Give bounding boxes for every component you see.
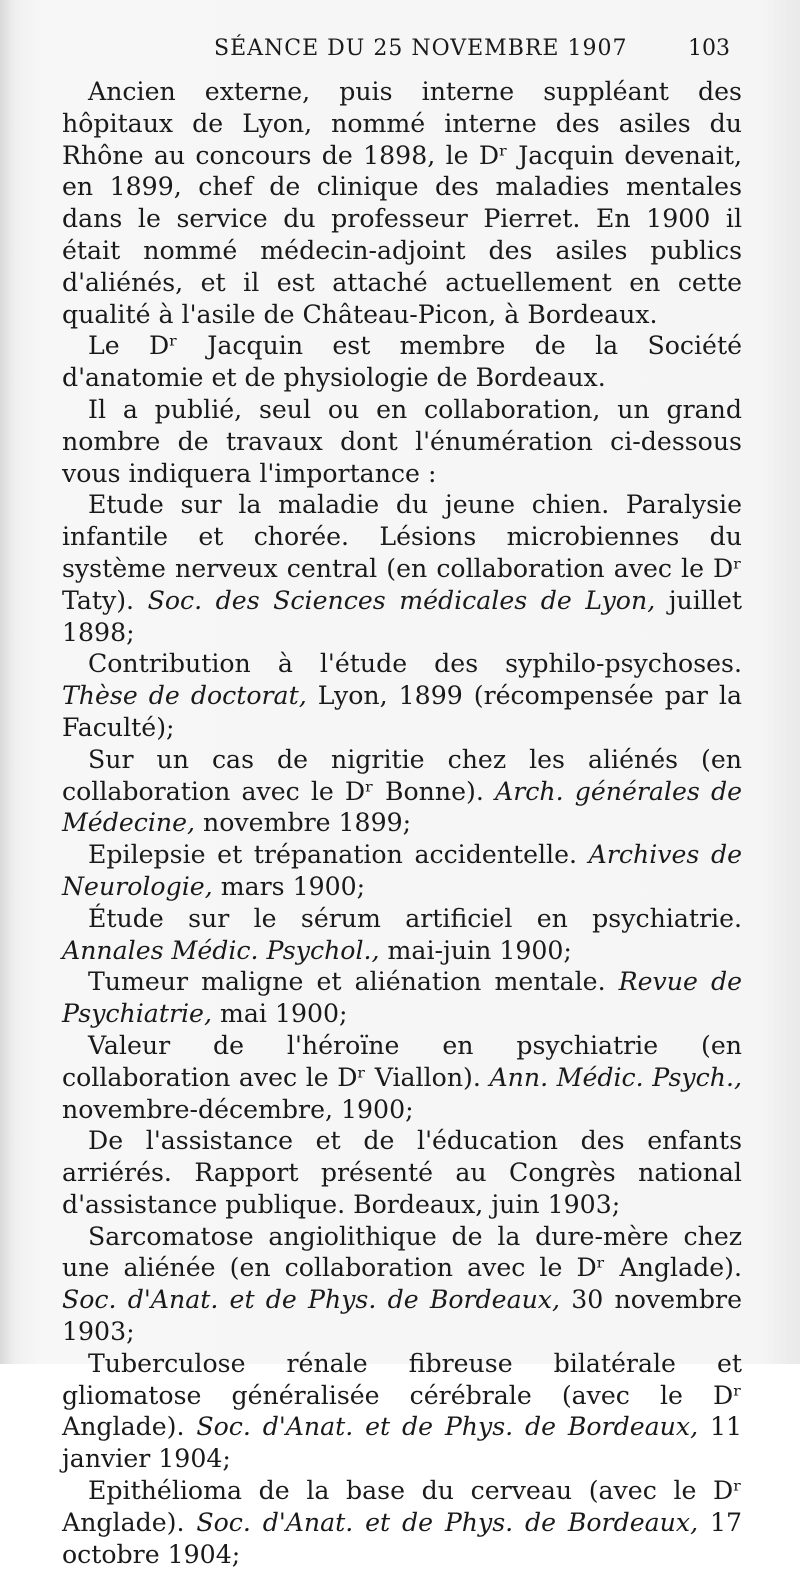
entry-date: juillet 1898; [62,585,742,647]
entry-date: mai 1900; [219,999,348,1029]
bibliography-entry: De l'assistance et de l'éducation des enfants arriérés. Rapport présenté au Congrès national d'assistance publique. Bordeaux, juin 1903; [62,1126,742,1219]
paragraph: Ancien externe, puis interne suppléant des hôpitaux de Lyon, nommé interne des asiles du Rhône au concours de 1898, le Dʳ Jacquin devenait, en 1899, chef de clinique des maladies mentales dans le service du professeur Pierret. En 1900 il était nommé médecin-adjoint des asiles publics d'aliénés, et il est attaché actuellement en cette qualité à l'asile de Château-Picon, à Bordeaux. [62,77,742,329]
entry-date: mars 1900; [220,871,366,901]
entry-source: Arch. générales de Médecine, [62,776,742,838]
entry-date: novembre-décembre, 1900; [62,1094,414,1124]
entry-source: Archives de Neurologie, [62,840,742,901]
entry-title: Tumeur maligne et aliénation mentale. [88,967,606,997]
paragraph: Il a publié, seul ou en collaboration, un grand nombre de travaux dont l'énumération ci-dessous vous indiquera l'importance : [62,394,742,488]
bibliography-entry [62,1221,742,1348]
bibliography-entry [62,839,742,903]
entry-date: 17 octobre 1904; [62,1507,742,1569]
entry-title: Contribution à l'étude des syphilo-psychoses. [88,649,742,679]
page-number: 103 [688,36,730,61]
entry-title: Sur un cas de nigritie chez les aliénés (en collaboration avec le Dʳ Bonne). [62,744,742,806]
bibliography-entry [62,1475,742,1570]
page-body [62,76,742,1570]
entry-title: Étude sur le sérum artificiel en psychiatrie. [88,903,742,933]
entry-date: Lyon, 1899 (récompensée par la Faculté); [62,681,742,742]
entry-date: 30 novembre 1903; [62,1285,742,1347]
bibliography-entry [62,903,742,967]
bibliography-entry [62,648,742,743]
entry-title: Etude sur la maladie du jeune chien. Paralysie infantile et chorée. Lésions microbiennes du système nerveux central (en collaboration avec le Dʳ Taty). [62,490,742,615]
bibliography-entry [62,1030,742,1125]
paragraph: Le Dʳ Jacquin est membre de la Société d'anatomie et de physiologie de Bordeaux. [62,331,742,393]
entry-source: Revue de Psychiatrie, [62,967,742,1029]
entry-source: Ann. Médic. Psych., [489,1062,742,1092]
entry-source: Soc. d'Anat. et de Phys. de Bordeaux, [62,1285,561,1315]
entry-source: Soc. d'Anat. et de Phys. de Bordeaux, [196,1507,699,1537]
running-title: SÉANCE DU 25 NOVEMBRE 1907 [214,36,628,61]
entry-date: mai-juin 1900; [387,935,572,965]
page-header [0,36,800,70]
entry-date: 11 janvier 1904; [62,1412,742,1474]
entry-source: Annales Médic. Psychol., [62,935,380,965]
entry-source: Soc. des Sciences médicales de Lyon, [147,585,656,615]
bibliography-entry [62,489,742,648]
entry-title: Tuberculose rénale fibreuse bilatérale et gliomatose généralisée cérébrale (avec le Dʳ Anglade). [62,1348,742,1442]
entry-title: Sarcomatose angiolithique de la dure-mère chez une aliénée (en collaboration avec le Dʳ Anglade). [62,1221,742,1283]
entry-title: Epithélioma de la base du cerveau (avec le Dʳ Anglade). [62,1476,742,1537]
entry-title: Valeur de l'héroïne en psychiatrie (en collaboration avec le Dʳ Viallon). [62,1030,742,1092]
entry-title: Epilepsie et trépanation accidentelle. [88,840,578,870]
entry-source: Soc. d'Anat. et de Phys. de Bordeaux, [196,1412,699,1442]
entry-source: Thèse de doctorat, [62,681,307,711]
bibliography-entry [62,1348,742,1475]
entry-date: novembre 1899; [203,808,412,838]
bibliography-entry [62,966,742,1030]
bibliography-entry [62,744,742,839]
